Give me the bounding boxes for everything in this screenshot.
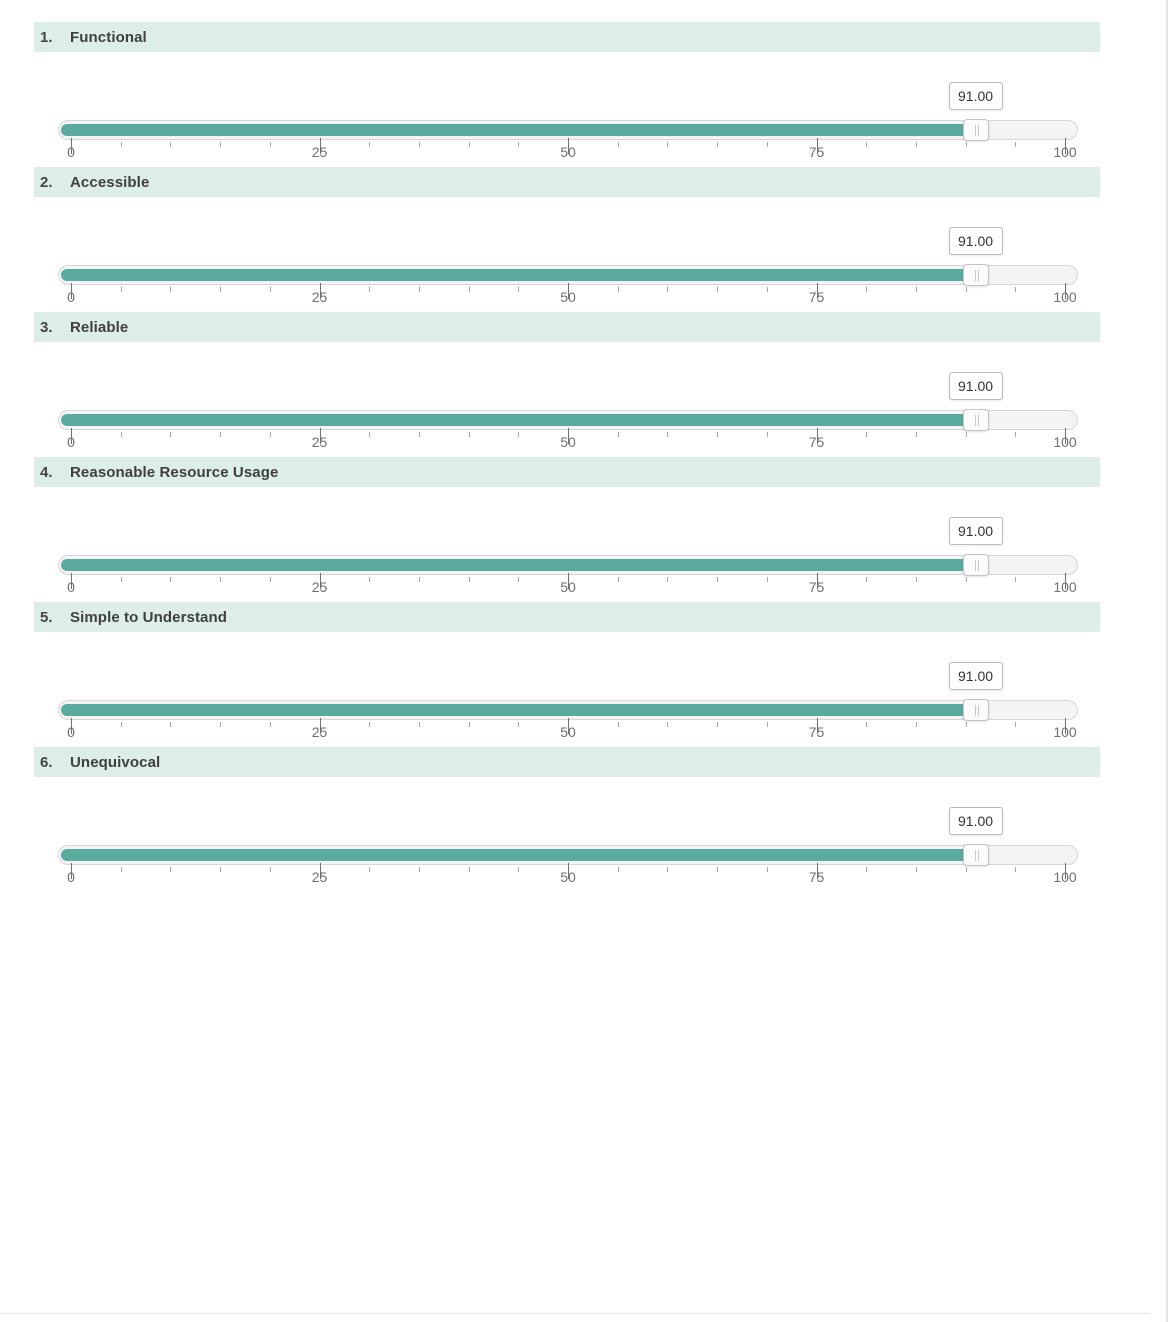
ruler-tick-label: 50: [560, 289, 576, 305]
slider-ruler: [58, 867, 1078, 895]
slider-fill: [61, 269, 976, 281]
ruler-tick-minor: [916, 722, 917, 727]
ruler-tick-minor: [518, 142, 519, 147]
ruler-tick-minor: [866, 432, 867, 437]
ruler-tick-minor: [667, 142, 668, 147]
ruler-tick-label: 0: [67, 144, 75, 160]
ruler-tick-label: 100: [1053, 144, 1077, 160]
slider-fill: [61, 704, 976, 716]
survey-item: [34, 457, 1100, 602]
survey-item-header: [34, 22, 1100, 52]
bottom-divider: [0, 1313, 1150, 1314]
ruler-tick-minor: [170, 142, 171, 147]
slider-fill: [61, 124, 976, 136]
ruler-tick-minor: [717, 432, 718, 437]
survey-item-label: Accessible: [70, 173, 150, 191]
ruler-tick-minor: [419, 432, 420, 437]
slider-ruler: [58, 142, 1078, 170]
ruler-tick-minor: [121, 142, 122, 147]
survey-item-label: Reliable: [70, 318, 129, 336]
slider-ruler: [58, 287, 1078, 315]
survey-item-header: [34, 457, 1100, 487]
ruler-tick-label: 25: [311, 289, 328, 305]
slider-handle[interactable]: [963, 699, 989, 721]
slider-handle[interactable]: [963, 409, 989, 431]
ruler-tick-minor: [121, 432, 122, 437]
ruler-tick-label: 50: [560, 579, 576, 595]
ruler-tick-minor: [667, 577, 668, 582]
ruler-tick-minor: [717, 287, 718, 292]
slider-handle[interactable]: [963, 119, 989, 141]
ruler-tick-minor: [618, 142, 619, 147]
ruler-tick-minor: [966, 432, 967, 437]
ruler-tick-label: 25: [311, 869, 328, 885]
slider-value-bubble: 91.00: [949, 227, 1003, 255]
ruler-tick-minor: [866, 722, 867, 727]
ruler-tick-label: 75: [808, 869, 825, 885]
ruler-tick-minor: [667, 867, 668, 872]
slider[interactable]: [58, 700, 1078, 720]
ruler-tick-minor: [121, 287, 122, 292]
ruler-tick-label: 50: [560, 724, 576, 740]
ruler-tick-label: 25: [311, 724, 328, 740]
ruler-tick-label: 75: [808, 289, 825, 305]
ruler-tick-minor: [618, 722, 619, 727]
ruler-tick-minor: [220, 722, 221, 727]
ruler-tick-minor: [170, 722, 171, 727]
ruler-tick-minor: [916, 867, 917, 872]
slider-value-bubble: 91.00: [949, 662, 1003, 690]
ruler-tick-minor: [916, 432, 917, 437]
survey-item: [34, 22, 1100, 167]
ruler-tick-minor: [220, 142, 221, 147]
ruler-tick-minor: [1015, 432, 1016, 437]
ruler-tick-minor: [767, 432, 768, 437]
ruler-tick-minor: [866, 867, 867, 872]
slider-value-bubble: 91.00: [949, 517, 1003, 545]
survey-item: [34, 312, 1100, 457]
ruler-tick-minor: [866, 142, 867, 147]
ruler-tick-minor: [170, 867, 171, 872]
ruler-tick-label: 75: [808, 434, 825, 450]
ruler-tick-minor: [369, 287, 370, 292]
ruler-tick-label: 75: [808, 724, 825, 740]
ruler-tick-minor: [270, 142, 271, 147]
survey-item-number: 4.: [40, 463, 53, 481]
slider-ruler: [58, 722, 1078, 750]
ruler-tick-minor: [369, 577, 370, 582]
slider-block: [58, 342, 1098, 457]
slider-ruler: [58, 577, 1078, 605]
ruler-tick-label: 0: [67, 724, 75, 740]
survey-item-header: [34, 312, 1100, 342]
ruler-tick-label: 75: [808, 579, 825, 595]
ruler-tick-minor: [767, 577, 768, 582]
slider-fill: [61, 414, 976, 426]
ruler-tick-minor: [220, 867, 221, 872]
ruler-tick-minor: [767, 142, 768, 147]
ruler-tick-minor: [220, 577, 221, 582]
ruler-tick-label: 0: [67, 434, 75, 450]
slider[interactable]: [58, 555, 1078, 575]
slider[interactable]: [58, 845, 1078, 865]
ruler-tick-minor: [1015, 722, 1016, 727]
ruler-tick-minor: [966, 142, 967, 147]
slider-fill: [61, 559, 976, 571]
ruler-tick-minor: [121, 577, 122, 582]
survey-item-header: [34, 167, 1100, 197]
ruler-tick-minor: [419, 722, 420, 727]
survey-item: [34, 167, 1100, 312]
survey-item-header: [34, 747, 1100, 777]
ruler-tick-label: 25: [311, 434, 328, 450]
ruler-tick-minor: [419, 577, 420, 582]
slider-ruler: [58, 432, 1078, 460]
slider[interactable]: [58, 120, 1078, 140]
ruler-tick-minor: [270, 867, 271, 872]
slider-value-bubble: 91.00: [949, 82, 1003, 110]
survey-item-number: 3.: [40, 318, 53, 336]
ruler-tick-minor: [469, 867, 470, 872]
slider-value-bubble: 91.00: [949, 807, 1003, 835]
ruler-tick-minor: [717, 577, 718, 582]
ruler-tick-minor: [1015, 577, 1016, 582]
ruler-tick-minor: [270, 287, 271, 292]
ruler-tick-minor: [170, 577, 171, 582]
ruler-tick-minor: [1015, 287, 1016, 292]
ruler-tick-minor: [518, 577, 519, 582]
ruler-tick-minor: [369, 432, 370, 437]
slider-block: [58, 52, 1098, 167]
ruler-tick-minor: [966, 722, 967, 727]
ruler-tick-minor: [469, 432, 470, 437]
ruler-tick-label: 100: [1053, 289, 1077, 305]
survey-item-header: [34, 602, 1100, 632]
survey-item-number: 6.: [40, 753, 53, 771]
ruler-tick-label: 100: [1053, 434, 1077, 450]
ruler-tick-minor: [916, 142, 917, 147]
ruler-tick-minor: [966, 287, 967, 292]
ruler-tick-minor: [618, 432, 619, 437]
ruler-tick-minor: [270, 432, 271, 437]
ruler-tick-label: 50: [560, 144, 576, 160]
survey-item-label: Unequivocal: [70, 753, 161, 771]
ruler-tick-minor: [220, 432, 221, 437]
ruler-tick-minor: [667, 432, 668, 437]
ruler-tick-minor: [1015, 142, 1016, 147]
ruler-tick-minor: [866, 577, 867, 582]
spacer: [0, 0, 1150, 22]
ruler-tick-minor: [419, 867, 420, 872]
slider-value-bubble: 91.00: [949, 372, 1003, 400]
ruler-tick-minor: [866, 287, 867, 292]
survey-item: [34, 602, 1100, 747]
ruler-tick-label: 25: [311, 144, 328, 160]
ruler-tick-minor: [170, 287, 171, 292]
ruler-tick-label: 0: [67, 579, 75, 595]
ruler-tick-label: 100: [1053, 579, 1077, 595]
slider[interactable]: [58, 410, 1078, 430]
slider-block: [58, 487, 1098, 602]
slider-fill: [61, 849, 976, 861]
ruler-tick-minor: [469, 722, 470, 727]
slider-handle[interactable]: [963, 554, 989, 576]
ruler-tick-minor: [121, 722, 122, 727]
survey-item: [34, 747, 1100, 892]
slider-block: [58, 777, 1098, 892]
ruler-tick-minor: [767, 287, 768, 292]
survey-item-label: Simple to Understand: [70, 608, 228, 626]
ruler-tick-minor: [518, 287, 519, 292]
survey-item-number: 2.: [40, 173, 53, 191]
ruler-tick-minor: [419, 287, 420, 292]
slider-block: [58, 632, 1098, 747]
ruler-tick-label: 50: [560, 434, 576, 450]
ruler-tick-minor: [419, 142, 420, 147]
ruler-tick-minor: [667, 722, 668, 727]
ruler-tick-minor: [369, 867, 370, 872]
ruler-tick-minor: [667, 287, 668, 292]
ruler-tick-minor: [518, 432, 519, 437]
ruler-tick-minor: [916, 287, 917, 292]
ruler-tick-label: 0: [67, 869, 75, 885]
ruler-tick-minor: [717, 867, 718, 872]
slider-handle[interactable]: [963, 844, 989, 866]
ruler-tick-minor: [717, 722, 718, 727]
ruler-tick-minor: [1015, 867, 1016, 872]
survey-item-number: 1.: [40, 28, 53, 46]
slider[interactable]: [58, 265, 1078, 285]
ruler-tick-minor: [170, 432, 171, 437]
ruler-tick-minor: [767, 867, 768, 872]
survey-item-label: Functional: [70, 28, 147, 46]
ruler-tick-minor: [469, 577, 470, 582]
ruler-tick-minor: [369, 722, 370, 727]
ruler-tick-label: 100: [1053, 869, 1077, 885]
slider-handle[interactable]: [963, 264, 989, 286]
ruler-tick-minor: [618, 287, 619, 292]
ruler-tick-minor: [618, 867, 619, 872]
ruler-tick-minor: [121, 867, 122, 872]
survey-item-number: 5.: [40, 608, 53, 626]
ruler-tick-label: 25: [311, 579, 328, 595]
ruler-tick-label: 75: [808, 144, 825, 160]
ruler-tick-minor: [469, 287, 470, 292]
ruler-tick-minor: [369, 142, 370, 147]
ruler-tick-label: 100: [1053, 724, 1077, 740]
ruler-tick-minor: [767, 722, 768, 727]
ruler-tick-minor: [618, 577, 619, 582]
ruler-tick-minor: [469, 142, 470, 147]
ruler-tick-minor: [220, 287, 221, 292]
ruler-tick-label: 50: [560, 869, 576, 885]
ruler-tick-minor: [518, 867, 519, 872]
ruler-tick-minor: [916, 577, 917, 582]
ruler-tick-minor: [966, 577, 967, 582]
ruler-tick-minor: [518, 722, 519, 727]
ruler-tick-minor: [270, 577, 271, 582]
slider-block: [58, 197, 1098, 312]
ruler-tick-minor: [717, 142, 718, 147]
ruler-tick-label: 0: [67, 289, 75, 305]
ruler-tick-minor: [966, 867, 967, 872]
survey-item-label: Reasonable Resource Usage: [70, 463, 279, 481]
ruler-tick-minor: [270, 722, 271, 727]
